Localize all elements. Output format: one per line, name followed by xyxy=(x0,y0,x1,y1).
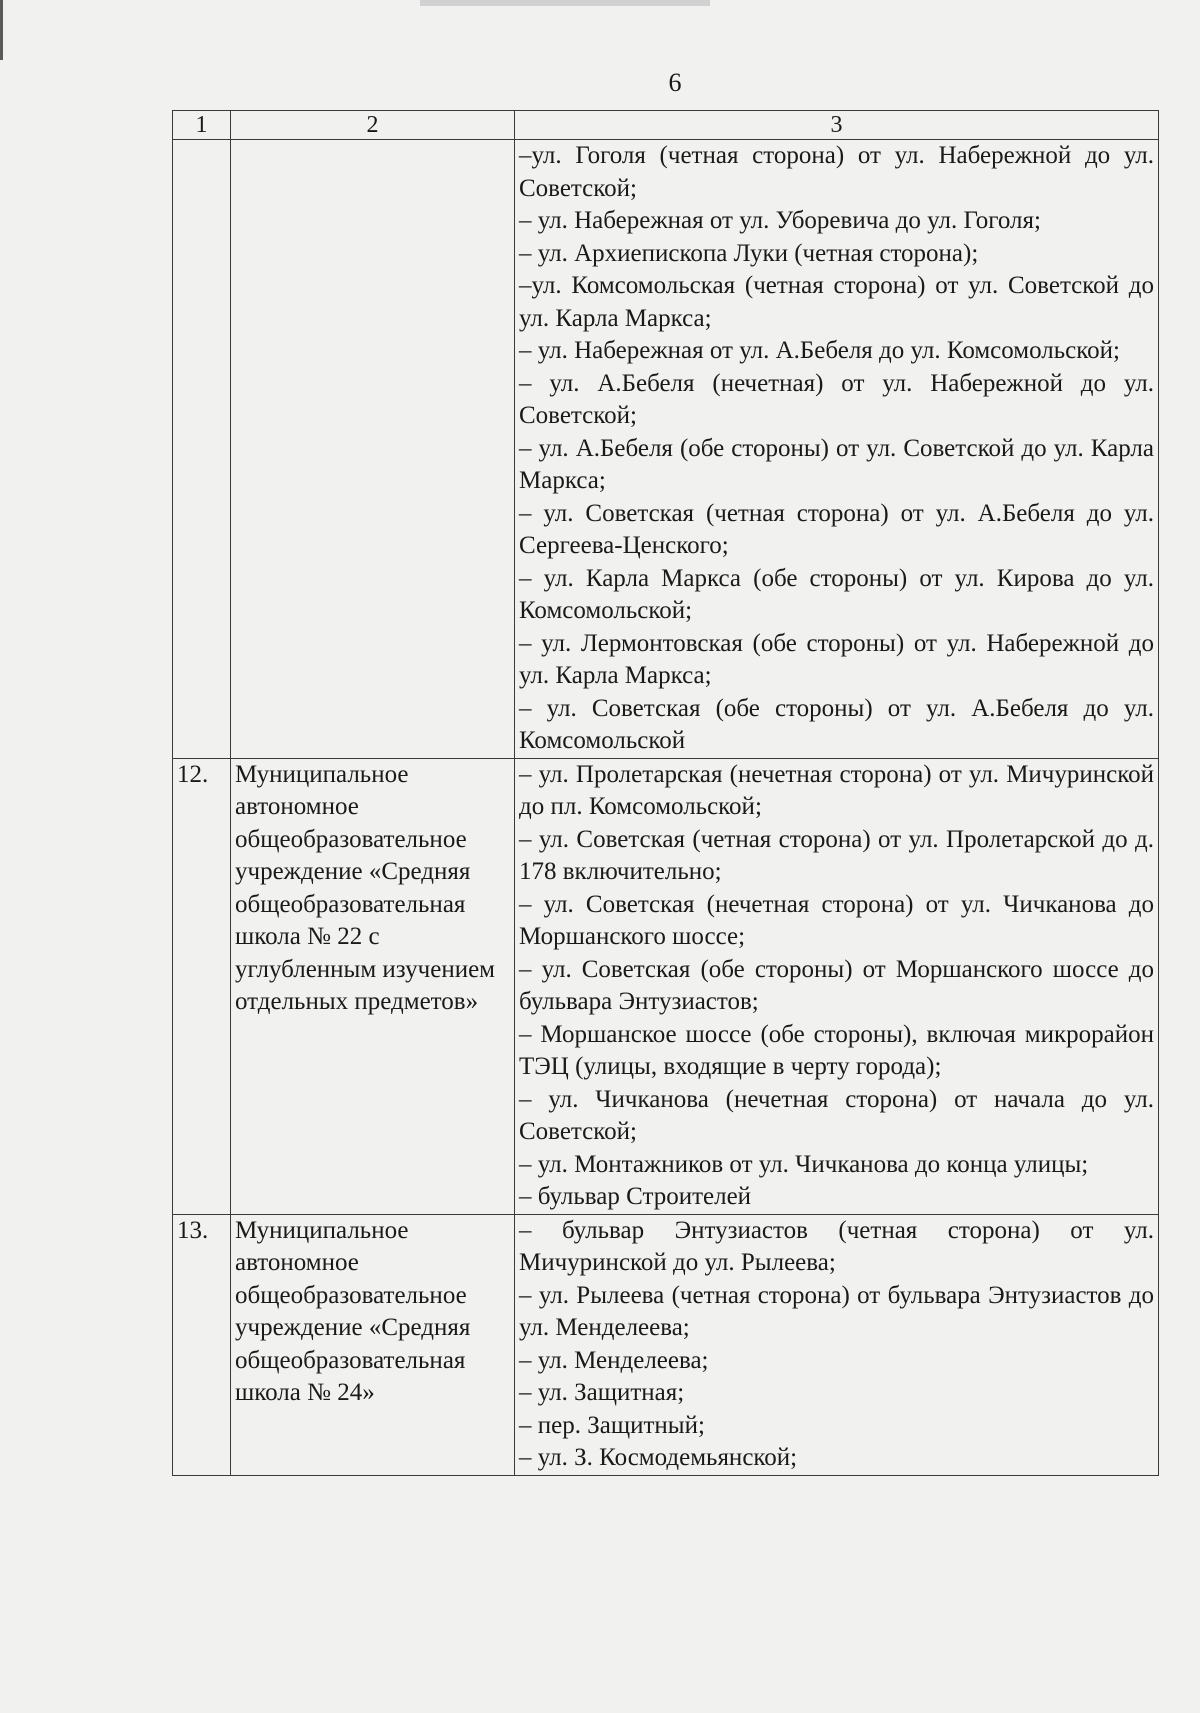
address-item: – ул. Набережная от ул. А.Бебеля до ул. Комсомольской; xyxy=(519,337,1120,364)
row-number: 12. xyxy=(173,758,231,1214)
address-item: – ул. Лермонтовская (обе стороны) от ул. Набережной до ул. Карла Маркса; xyxy=(519,629,1154,689)
address-item: – ул. Рылеева (четная сторона) от бульвара Энтузиастов до ул. Менделеева; xyxy=(519,1281,1154,1341)
address-item: – ул. А.Бебеля (нечетная) от ул. Набережной до ул. Советской; xyxy=(519,369,1154,429)
address-item: – пер. Защитный; xyxy=(519,1411,705,1439)
address-item: – ул. Защитная; xyxy=(519,1379,685,1406)
table-row xyxy=(173,140,1159,759)
scan-artifact xyxy=(420,0,710,6)
address-item: –ул. Гоголя (четная сторона) от ул. Набережной до ул. Советской; xyxy=(519,142,1154,202)
address-item: – ул. Карла Маркса (обе стороны) от ул. Кирова до ул. Комсомольской; xyxy=(519,564,1154,624)
address-list xyxy=(515,140,1159,759)
address-item: –ул. Комсомольская (четная сторона) от ул. Советской до ул. Карла Маркса; xyxy=(519,272,1154,332)
address-item: – ул. Советская (четная сторона) от ул. Пролетарской до д. 178 включительно; xyxy=(519,825,1154,885)
address-list xyxy=(515,758,1159,1214)
address-item: – ул. Советская (четная сторона) от ул. А.Бебеля до ул. Сергеева-Ценского; xyxy=(519,499,1154,559)
header-cell-2: 2 xyxy=(231,111,515,140)
scan-edge-artifact xyxy=(0,0,3,60)
address-item: – ул. Чичканова (нечетная сторона) от начала до ул. Советской; xyxy=(519,1085,1154,1145)
address-item: – ул. Набережная от ул. Уборевича до ул. Гоголя; xyxy=(519,207,1041,234)
header-cell-3: 3 xyxy=(515,111,1159,140)
table-row xyxy=(173,1214,1159,1475)
table-header-row xyxy=(173,111,1159,140)
address-list xyxy=(515,1214,1159,1475)
address-item: – Моршанское шоссе (обе стороны), включая микрорайон ТЭЦ (улицы, входящие в черту города); xyxy=(519,1020,1154,1080)
address-item: – ул. Советская (обе стороны) от ул. А.Бебеля до ул. Комсомольской xyxy=(519,694,1154,754)
address-item: – ул. З. Космодемьянской; xyxy=(519,1444,798,1471)
institution-name: Муниципальное автономное общеобразовательное учреждение «Средняя общеобразовательная школа № 24» xyxy=(231,1214,515,1475)
page-number: 6 xyxy=(668,68,682,97)
table-row xyxy=(173,758,1159,1214)
row-number xyxy=(173,140,231,759)
school-districts-table xyxy=(172,110,1159,1476)
address-item: – ул. Монтажников от ул. Чичканова до конца улицы; xyxy=(519,1150,1089,1178)
address-item: – бульвар Энтузиастов (четная сторона) от ул. Мичуринской до ул. Рылеева; xyxy=(519,1216,1154,1276)
address-item: – ул. Советская (обе стороны) от Моршанского шоссе до бульвара Энтузиастов; xyxy=(519,955,1154,1015)
address-item: – ул. Архиепископа Луки (четная сторона); xyxy=(519,239,979,267)
address-item: – ул. А.Бебеля (обе стороны) от ул. Советской до ул. Карла Маркса; xyxy=(519,434,1154,494)
row-number: 13. xyxy=(173,1214,231,1475)
institution-name: Муниципальное автономное общеобразовательное учреждение «Средняя общеобразовательная школа № 22 с углубленным изучением отдельных предметов» xyxy=(231,758,515,1214)
address-item: – ул. Менделеева; xyxy=(519,1346,709,1374)
institution-name xyxy=(231,140,515,759)
address-item: – ул. Советская (нечетная сторона) от ул. Чичканова до Моршанского шоссе; xyxy=(519,890,1154,950)
header-cell-1: 1 xyxy=(173,111,231,140)
address-item: – бульвар Строителей xyxy=(519,1183,752,1210)
address-item: – ул. Пролетарская (нечетная сторона) от ул. Мичуринской до пл. Комсомольской; xyxy=(519,760,1154,820)
